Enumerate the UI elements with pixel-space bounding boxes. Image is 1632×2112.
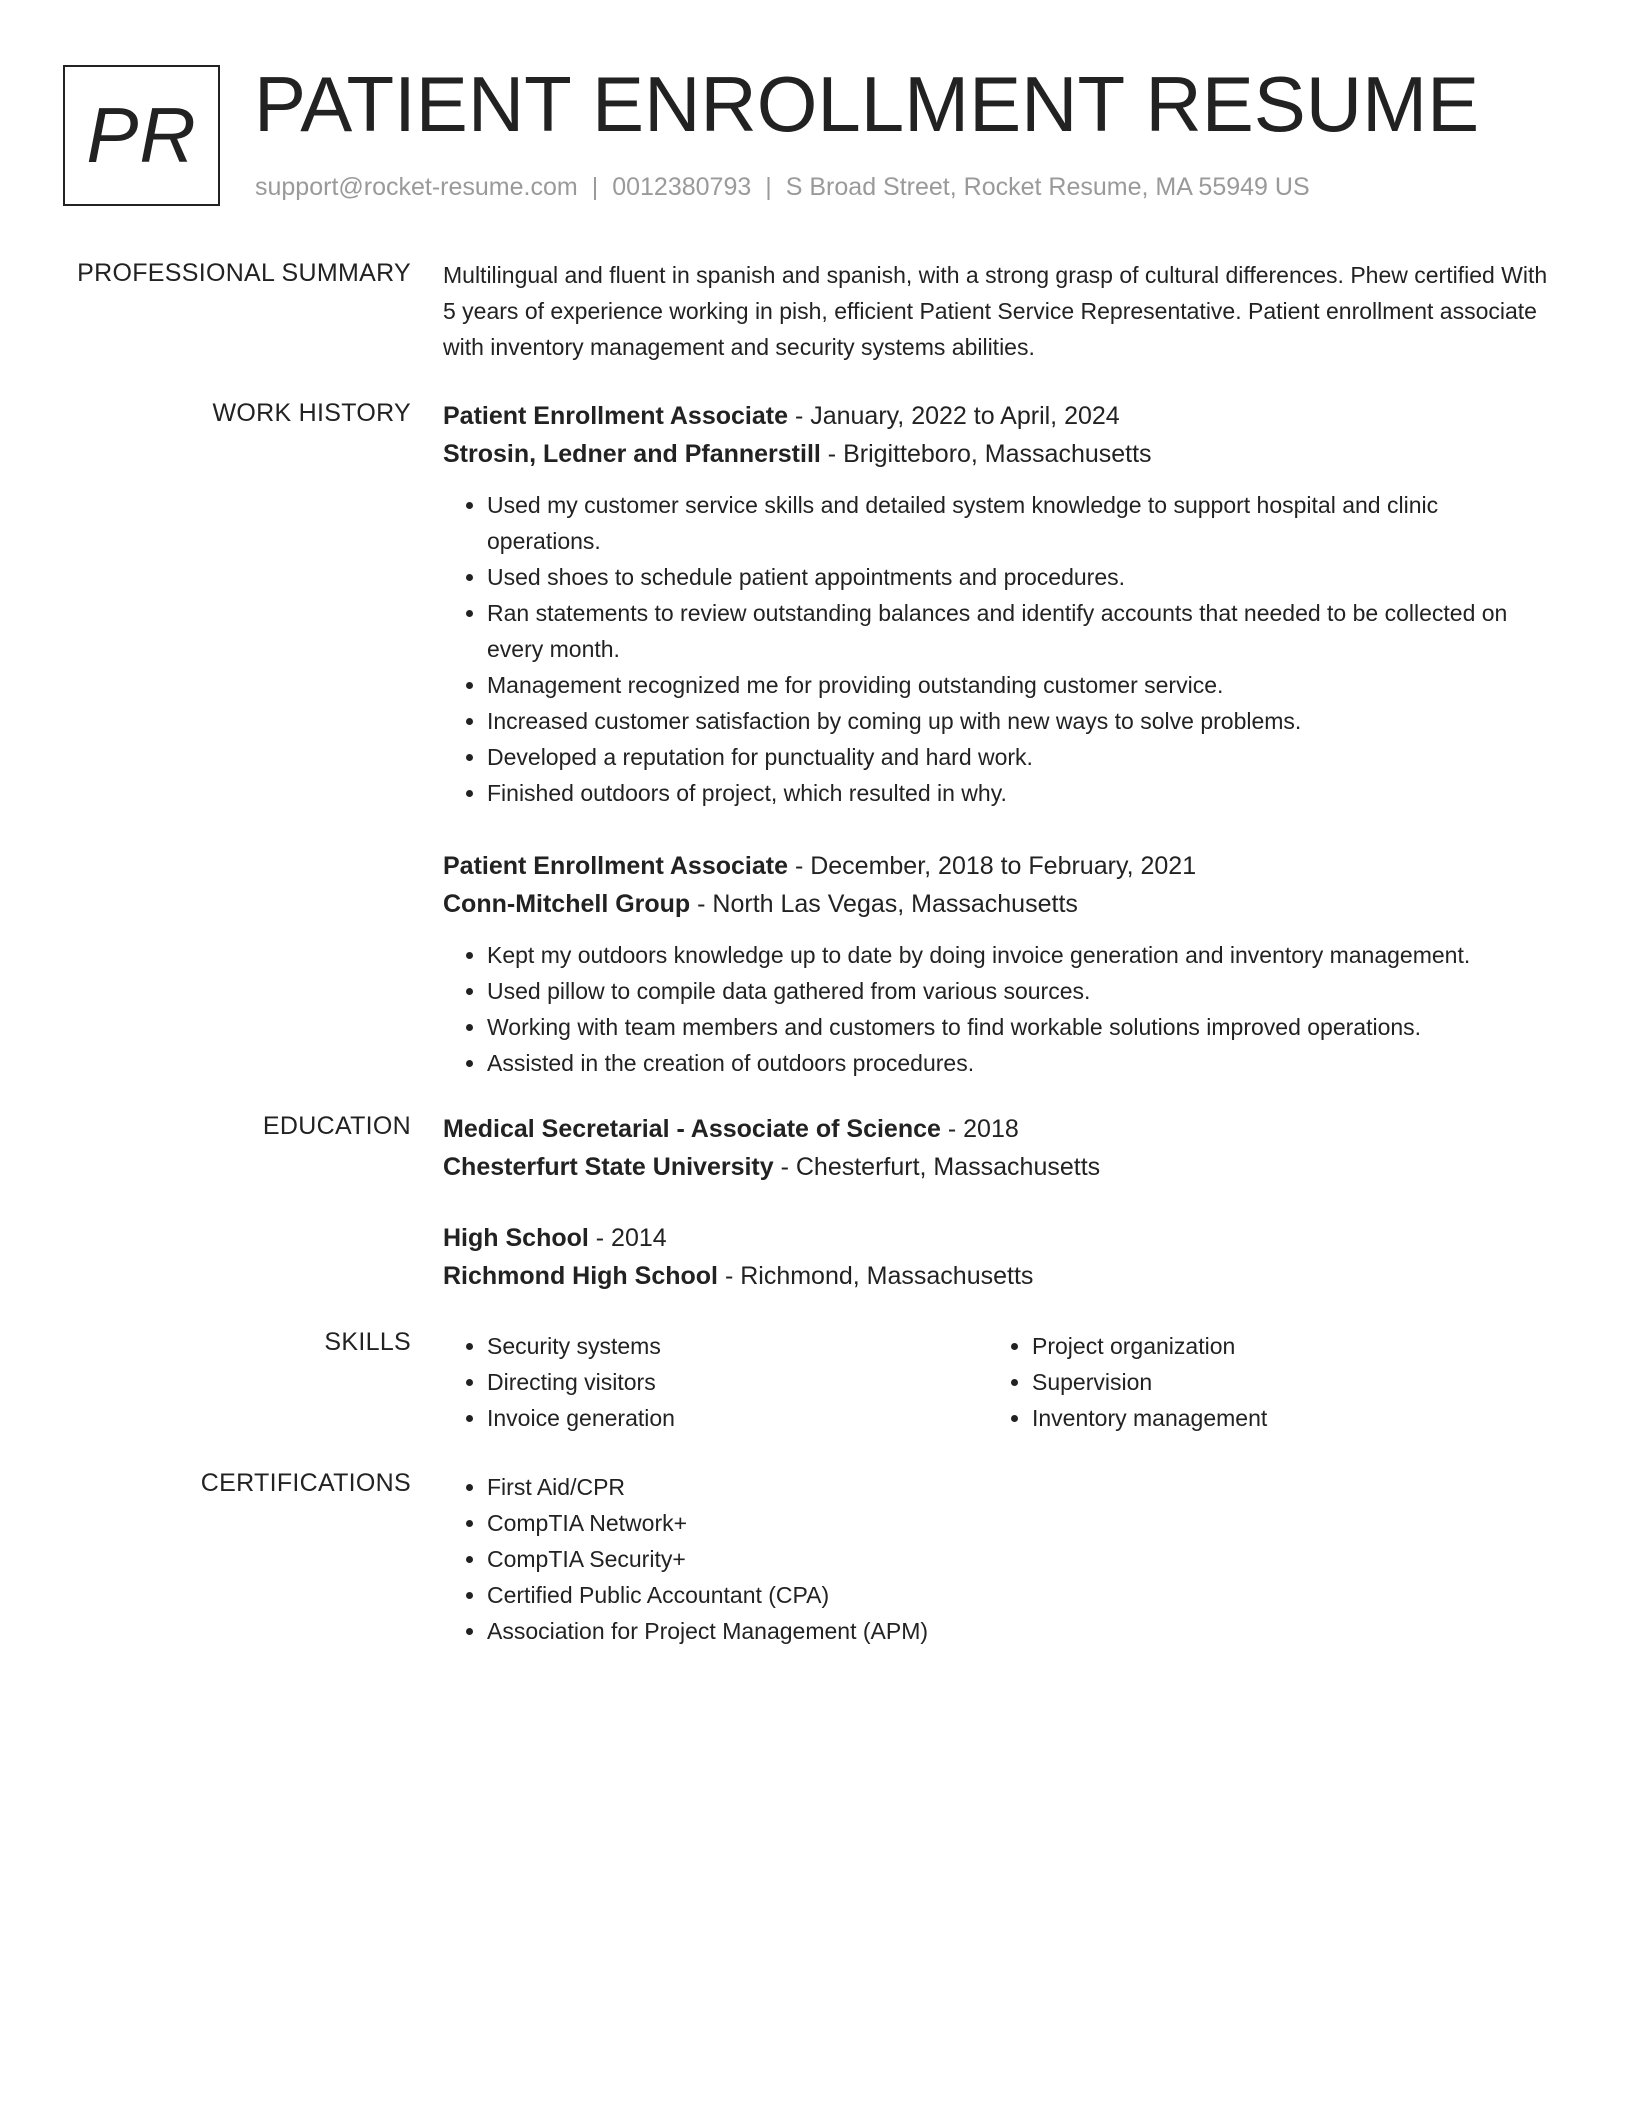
contact-address: S Broad Street, Rocket Resume, MA 55949 US — [785, 173, 1310, 201]
job-location: - Brigitteboro, Massachusetts — [820, 440, 1152, 468]
school: Chesterfurt State University — [443, 1153, 774, 1181]
job-dates: - January, 2022 to April, 2024 — [788, 402, 1120, 430]
work-history-body — [443, 397, 1555, 1081]
monogram-logo — [63, 65, 220, 206]
job-bullet: • Increased customer satisfaction by coming up with new ways to solve problems. — [487, 703, 1555, 739]
job-bullet: • Used shoes to schedule patient appointments and procedures. — [487, 559, 1555, 595]
certification-item: • Association for Project Management (APM) — [487, 1613, 1555, 1649]
job-entry — [443, 847, 1555, 1081]
job-bullet: • Developed a reputation for punctuality and hard work. — [487, 739, 1555, 775]
job-dates: - December, 2018 to February, 2021 — [788, 852, 1197, 880]
contact-line — [255, 173, 1310, 202]
skill-item: • Security systems — [487, 1328, 987, 1364]
skills-list-left — [443, 1328, 987, 1436]
section-label-education: EDUCATION — [262, 1112, 411, 1140]
certifications-list — [443, 1469, 1555, 1649]
job-bullet: • Working with team members and customers to find workable solutions improved operations. — [487, 1009, 1555, 1045]
contact-phone: 0012380793 — [612, 173, 752, 201]
page-title: PATIENT ENROLLMENT RESUME — [254, 60, 1480, 148]
certifications-body — [443, 1469, 1555, 1649]
job-company-line — [443, 435, 1555, 473]
degree-year: - 2014 — [588, 1224, 667, 1252]
skill-item: • Invoice generation — [487, 1400, 987, 1436]
certification-item: • Certified Public Accountant (CPA) — [487, 1577, 1555, 1613]
school-location: - Richmond, Massachusetts — [718, 1262, 1034, 1290]
job-company: Strosin, Ledner and Pfannerstill — [443, 440, 821, 468]
education-entry — [443, 1219, 1555, 1295]
school-line — [443, 1148, 1555, 1186]
job-company: Conn-Mitchell Group — [443, 890, 691, 918]
education-body — [443, 1110, 1555, 1295]
job-bullet: • Used my customer service skills and detailed system knowledge to support hospital and clinic operations. — [487, 487, 1555, 559]
job-bullet: • Used pillow to compile data gathered from various sources. — [487, 973, 1555, 1009]
section-label-work-history: WORK HISTORY — [212, 399, 411, 427]
school-line — [443, 1257, 1555, 1295]
contact-separator: | — [765, 173, 772, 201]
job-bullet: • Assisted in the creation of outdoors procedures. — [487, 1045, 1555, 1081]
certification-item: • CompTIA Network+ — [487, 1505, 1555, 1541]
school: Richmond High School — [443, 1262, 718, 1290]
skill-item: • Supervision — [1032, 1364, 1532, 1400]
school-location: - Chesterfurt, Massachusetts — [773, 1153, 1101, 1181]
certification-item: • CompTIA Security+ — [487, 1541, 1555, 1577]
job-title: Patient Enrollment Associate — [443, 852, 788, 880]
job-bullet: • Management recognized me for providing outstanding customer service. — [487, 667, 1555, 703]
certification-item: • First Aid/CPR — [487, 1469, 1555, 1505]
section-label-certifications: CERTIFICATIONS — [200, 1469, 411, 1497]
degree: High School — [443, 1224, 589, 1252]
skills-columns — [443, 1328, 1555, 1436]
skills-list-right — [987, 1328, 1532, 1436]
job-bullets — [443, 487, 1555, 811]
section-label-summary: PROFESSIONAL SUMMARY — [77, 259, 411, 287]
monogram-initials: PR — [86, 91, 197, 179]
summary-body — [443, 257, 1555, 365]
degree: Medical Secretarial - Associate of Science — [443, 1115, 941, 1143]
job-title-line — [443, 847, 1555, 885]
summary-text: Multilingual and fluent in spanish and spanish, with a strong grasp of cultural differences. Phew certified With 5 years of experience working in pish, efficient Patient Service Representative. Patient enrollment associate with inventory management and security systems abilities. — [443, 262, 1548, 360]
degree-line — [443, 1219, 1555, 1257]
degree-year: - 2018 — [940, 1115, 1019, 1143]
job-title-line — [443, 397, 1555, 435]
contact-email: support@rocket-resume.com — [255, 173, 578, 201]
contact-separator: | — [591, 173, 599, 201]
section-label-skills: SKILLS — [324, 1328, 411, 1356]
job-bullet: • Ran statements to review outstanding balances and identify accounts that needed to be collected on every month. — [487, 595, 1555, 667]
skills-body — [443, 1328, 1555, 1436]
skill-item: • Directing visitors — [487, 1364, 987, 1400]
job-entry — [443, 397, 1555, 811]
job-location: - North Las Vegas, Massachusetts — [690, 890, 1078, 918]
job-bullets — [443, 937, 1555, 1081]
job-bullet: • Kept my outdoors knowledge up to date by doing invoice generation and inventory management. — [487, 937, 1555, 973]
education-entry — [443, 1110, 1555, 1186]
degree-line — [443, 1110, 1555, 1148]
job-title: Patient Enrollment Associate — [443, 402, 788, 430]
job-bullet: • Finished outdoors of project, which resulted in why. — [487, 775, 1555, 811]
skill-item: • Inventory management — [1032, 1400, 1532, 1436]
skill-item: • Project organization — [1032, 1328, 1532, 1364]
job-company-line — [443, 885, 1555, 923]
